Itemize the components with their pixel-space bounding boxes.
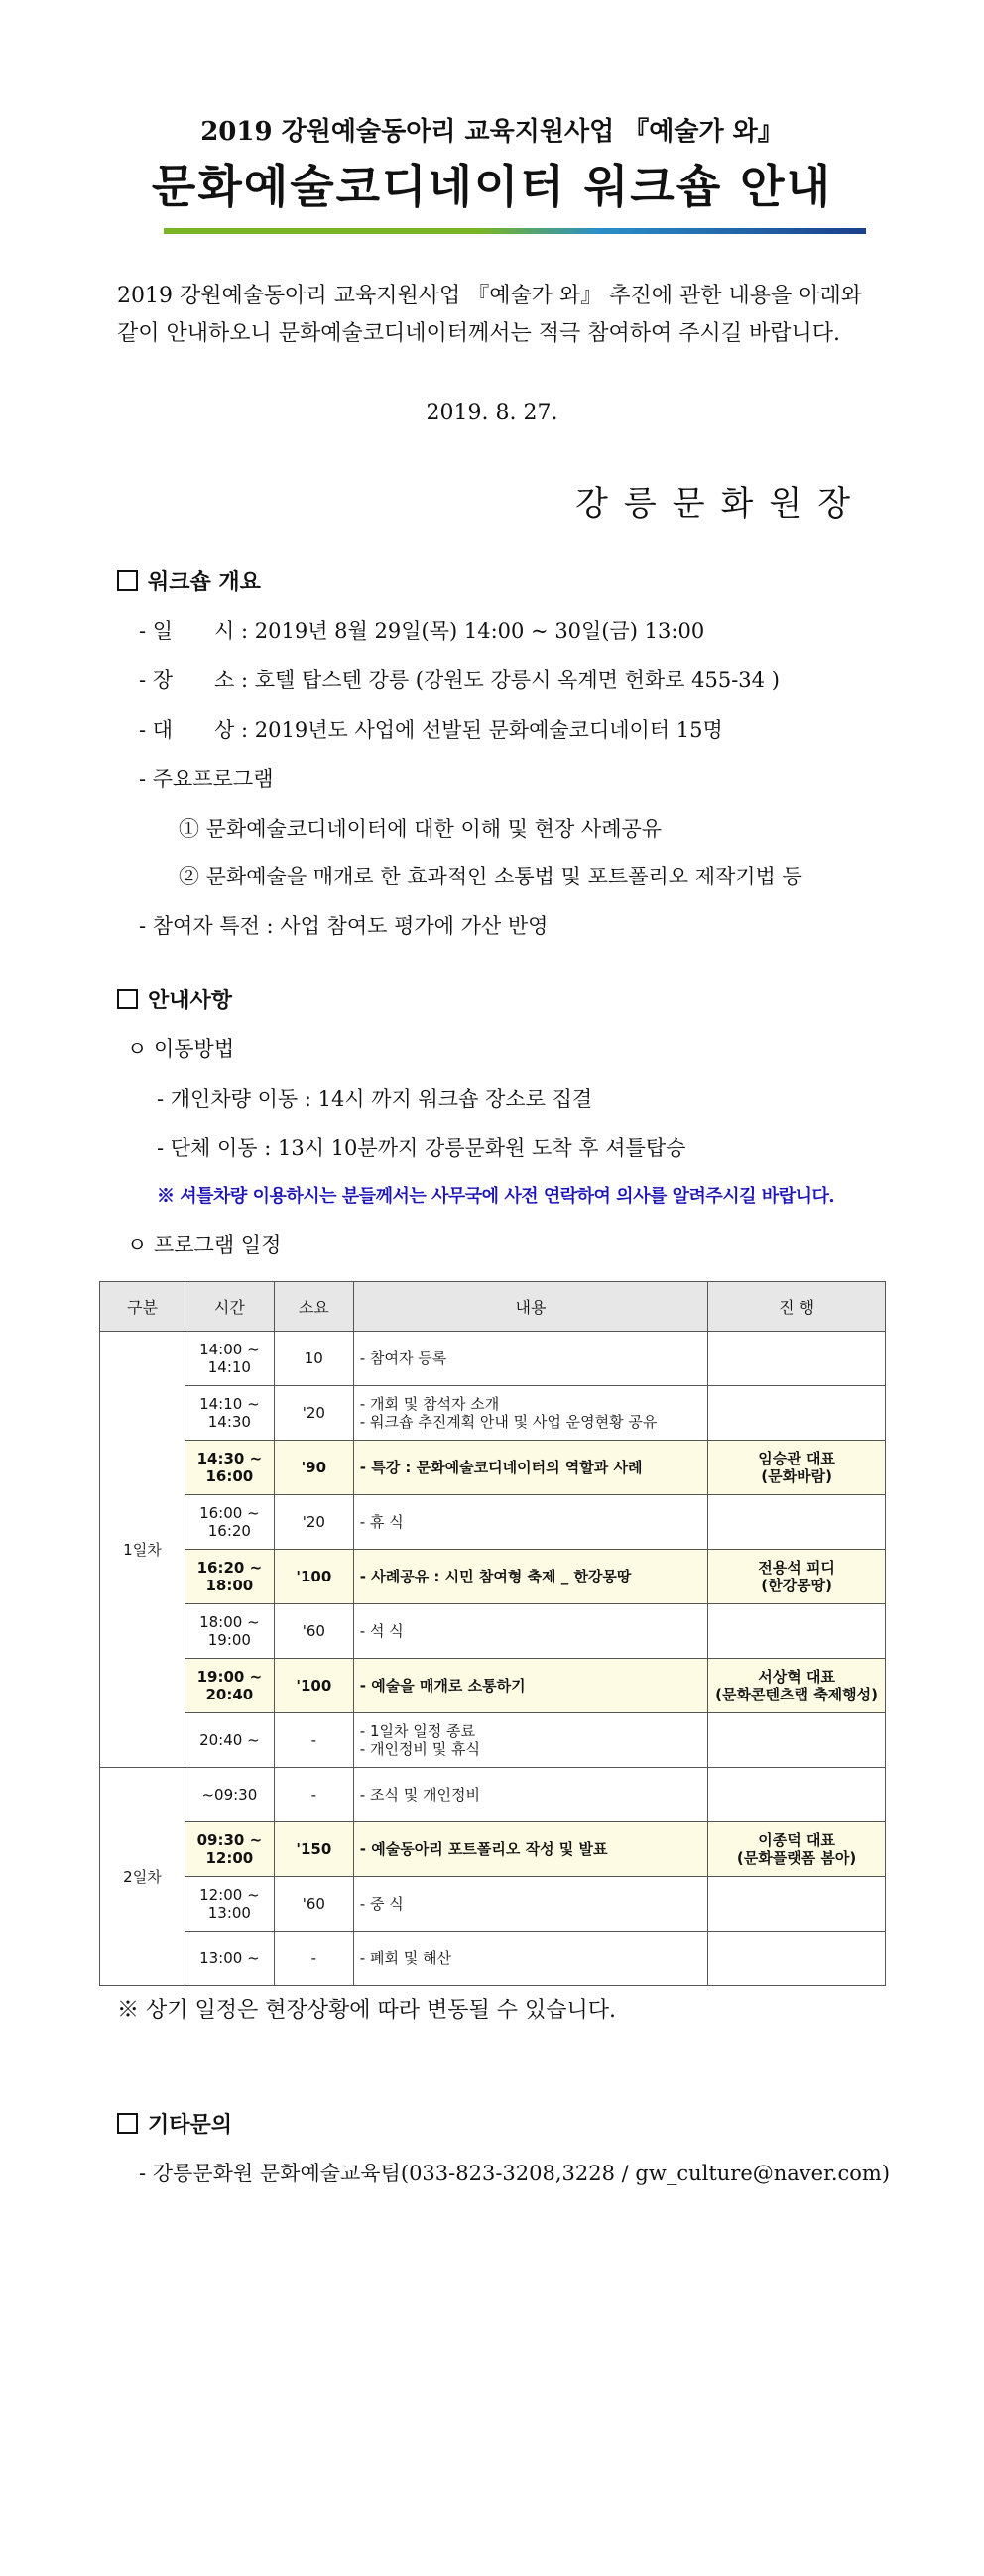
content-cell (353, 1877, 707, 1932)
overview-item: - 일 시 : 2019년 8월 29일(목) 14:00 ~ 30일(금) 13:00 (139, 619, 705, 643)
table-row (100, 1441, 886, 1495)
time-cell-line: 14:10 ~ (199, 1395, 260, 1413)
checkbox-square-icon (117, 570, 138, 591)
sender-name: 강릉문화원장 (575, 484, 867, 524)
table-row (100, 1604, 886, 1659)
time-cell-line: 19:00 ~ (196, 1668, 263, 1686)
presenter-cell (708, 1495, 886, 1550)
content-cell-line: - 특강 : 문화예술코디네이터의 역할과 사례 (359, 1459, 643, 1476)
duration-cell: '20 (274, 1386, 353, 1441)
intro-paragraph (117, 278, 891, 353)
duration-cell: '100 (274, 1550, 353, 1604)
time-cell (184, 1768, 274, 1822)
presenter-cell (708, 1768, 886, 1822)
presenter-cell (708, 1441, 886, 1495)
time-cell (184, 1495, 274, 1550)
content-cell (353, 1332, 707, 1386)
presenter-cell (708, 1332, 886, 1386)
guide-heading-text: 안내사항 (148, 988, 233, 1013)
time-cell-line: 16:20 ~ (196, 1559, 263, 1577)
time-cell-line: 14:00 ~ (199, 1341, 260, 1358)
time-cell-line: 09:30 ~ (196, 1831, 263, 1849)
content-cell (353, 1495, 707, 1550)
duration-cell: '20 (274, 1495, 353, 1550)
checkbox-square-icon (117, 989, 138, 1009)
time-cell (184, 1386, 274, 1441)
content-cell (353, 1932, 707, 1986)
schedule-body (100, 1332, 886, 1986)
duration-cell: '100 (274, 1659, 353, 1713)
time-cell (184, 1332, 274, 1386)
presenter-cell-line: 전용석 피디 (758, 1559, 835, 1577)
duration-cell: - (274, 1768, 353, 1822)
presenter-cell-line: (문화콘텐츠랩 축제행성) (715, 1686, 879, 1703)
content-cell (353, 1713, 707, 1768)
overview-item: - 장 소 : 호텔 탑스텐 강릉 (강원도 강릉시 옥계면 헌화로 455-34 ) (139, 668, 780, 692)
duration-cell: '60 (274, 1604, 353, 1659)
content-cell-line: - 사례공유 : 시민 참여형 축제 _ 한강몽땅 (359, 1568, 632, 1585)
program-item: ① 문화예술코디네이터에 대한 이해 및 현장 사례공유 (179, 817, 663, 841)
presenter-cell (708, 1877, 886, 1932)
header-division: 구분 (100, 1282, 185, 1332)
schedule-label: ㅇ 프로그램 일정 (127, 1233, 282, 1257)
content-cell-line: - 중 식 (359, 1895, 404, 1913)
header-time: 시간 (184, 1282, 274, 1332)
presenter-cell-line: 서상혁 대표 (758, 1668, 835, 1686)
presenter-cell (708, 1932, 886, 1986)
overview-heading (117, 565, 261, 596)
presenter-cell-line: (문화바람) (761, 1467, 832, 1485)
contact-line: - 강릉문화원 문화예술교육팀(033-823-3208,3228 / gw_culture@naver.com) (139, 2162, 891, 2185)
time-cell-line: 16:00 (205, 1467, 254, 1485)
table-row (100, 1768, 886, 1822)
program-item: ② 문화예술을 매개로 한 효과적인 소통법 및 포트폴리오 제작기법 등 (179, 865, 802, 888)
time-cell-line: ~09:30 (201, 1786, 258, 1804)
table-row (100, 1495, 886, 1550)
time-cell-line: 18:00 ~ (199, 1613, 260, 1631)
intro-line: 같이 안내하오니 문화예술코디네이터께서는 적극 참여하여 주시길 바랍니다. (117, 321, 841, 346)
transport-item: - 단체 이동 : 13시 10분까지 강릉문화원 도착 후 셔틀탑승 (157, 1136, 686, 1160)
content-cell-line: - 개회 및 참석자 소개 (359, 1395, 500, 1413)
title-underline-bar (164, 228, 866, 234)
day-cell: 1일차 (100, 1332, 185, 1768)
time-cell-line: 13:00 ~ (199, 1949, 260, 1967)
content-cell-line: - 워크숍 추진계획 안내 및 사업 운영현황 공유 (359, 1413, 658, 1431)
content-cell (353, 1768, 707, 1822)
table-row (100, 1659, 886, 1713)
content-cell (353, 1659, 707, 1713)
table-row (100, 1713, 886, 1768)
presenter-cell (708, 1713, 886, 1768)
content-cell-line: - 개인정비 및 휴식 (359, 1740, 480, 1758)
overview-benefit: - 참여자 특전 : 사업 참여도 평가에 가산 반영 (139, 914, 549, 938)
duration-cell: - (274, 1932, 353, 1986)
presenter-cell (708, 1822, 886, 1877)
doc-title: 문화예술코디네이터 워크숍 안내 (151, 160, 833, 213)
content-cell-line: - 예술동아리 포트폴리오 작성 및 발표 (359, 1840, 608, 1858)
content-cell (353, 1441, 707, 1495)
time-cell-line: 18:00 (205, 1577, 254, 1594)
content-cell (353, 1550, 707, 1604)
presenter-cell-line: 임승관 대표 (758, 1450, 835, 1467)
overview-item: - 주요프로그램 (139, 767, 274, 791)
duration-cell: '150 (274, 1822, 353, 1877)
time-cell (184, 1659, 274, 1713)
time-cell-line: 14:10 (207, 1358, 251, 1376)
time-cell (184, 1932, 274, 1986)
day-cell: 2일차 (100, 1768, 185, 1986)
contact-heading-text: 기타문의 (148, 2112, 233, 2138)
checkbox-square-icon (117, 2113, 138, 2134)
table-row (100, 1386, 886, 1441)
duration-cell: '90 (274, 1441, 353, 1495)
time-cell (184, 1604, 274, 1659)
schedule-footnote: ※ 상기 일정은 현장상황에 따라 변동될 수 있습니다. (117, 1998, 616, 2023)
content-cell-line: - 예술을 매개로 소통하기 (359, 1677, 526, 1695)
content-cell (353, 1604, 707, 1659)
content-cell-line: - 석 식 (359, 1622, 404, 1640)
time-cell (184, 1877, 274, 1932)
time-cell-line: 16:00 ~ (199, 1504, 260, 1522)
overview-heading-text: 워크숍 개요 (148, 569, 261, 595)
intro-line: 2019 강원예술동아리 교육지원사업 『예술가 와』 추진에 관한 내용을 아래와 (117, 284, 862, 308)
doc-subtitle: 2019 강원예술동아리 교육지원사업 『예술가 와』 (200, 117, 784, 147)
content-cell-line: - 1일차 일정 종료 (359, 1722, 475, 1740)
duration-cell: '60 (274, 1877, 353, 1932)
table-header-row (100, 1282, 886, 1332)
content-cell-line: - 조식 및 개인정비 (359, 1786, 480, 1804)
duration-cell: 10 (274, 1332, 353, 1386)
time-cell (184, 1822, 274, 1877)
content-cell-line: - 휴 식 (359, 1513, 404, 1531)
presenter-cell (708, 1386, 886, 1441)
time-cell (184, 1441, 274, 1495)
presenter-cell (708, 1604, 886, 1659)
time-cell-line: 12:00 (205, 1849, 254, 1867)
time-cell (184, 1713, 274, 1768)
header-presenter: 진 행 (708, 1282, 886, 1332)
time-cell-line: 19:00 (207, 1631, 251, 1649)
content-cell-line: - 참여자 등록 (359, 1349, 447, 1367)
time-cell-line: 12:00 ~ (199, 1886, 260, 1904)
doc-date: 2019. 8. 27. (426, 401, 558, 425)
time-cell-line: 14:30 (207, 1413, 251, 1431)
header-content: 내용 (353, 1282, 707, 1332)
header-duration: 소요 (274, 1282, 353, 1332)
table-row (100, 1822, 886, 1877)
time-cell-line: 20:40 ~ (199, 1731, 260, 1749)
time-cell (184, 1550, 274, 1604)
presenter-cell (708, 1550, 886, 1604)
presenter-cell-line: 이종덕 대표 (758, 1831, 835, 1849)
schedule-table (99, 1281, 886, 1986)
presenter-cell-line: (한강몽땅) (761, 1577, 832, 1594)
presenter-cell-line: (문화플랫폼 봄아) (736, 1849, 857, 1867)
contact-heading (117, 2108, 232, 2139)
table-row (100, 1932, 886, 1986)
transport-label: ㅇ 이동방법 (127, 1037, 235, 1061)
time-cell-line: 20:40 (205, 1686, 254, 1703)
content-cell (353, 1822, 707, 1877)
table-row (100, 1877, 886, 1932)
shuttle-notice: ※ 셔틀차량 이용하시는 분들께서는 사무국에 사전 연락하여 의사를 알려주시길 바랍니다. (157, 1186, 835, 1207)
presenter-cell (708, 1659, 886, 1713)
overview-item: - 대 상 : 2019년도 사업에 선발된 문화예술코디네이터 15명 (139, 718, 723, 742)
time-cell-line: 16:20 (207, 1522, 251, 1540)
table-row (100, 1332, 886, 1386)
content-cell-line: - 폐회 및 해산 (359, 1949, 451, 1967)
guide-heading (117, 984, 232, 1014)
time-cell-line: 13:00 (207, 1904, 251, 1922)
transport-item: - 개인차량 이동 : 14시 까지 워크숍 장소로 집결 (157, 1087, 593, 1111)
content-cell (353, 1386, 707, 1441)
duration-cell: - (274, 1713, 353, 1768)
time-cell-line: 14:30 ~ (196, 1450, 263, 1467)
table-row (100, 1550, 886, 1604)
